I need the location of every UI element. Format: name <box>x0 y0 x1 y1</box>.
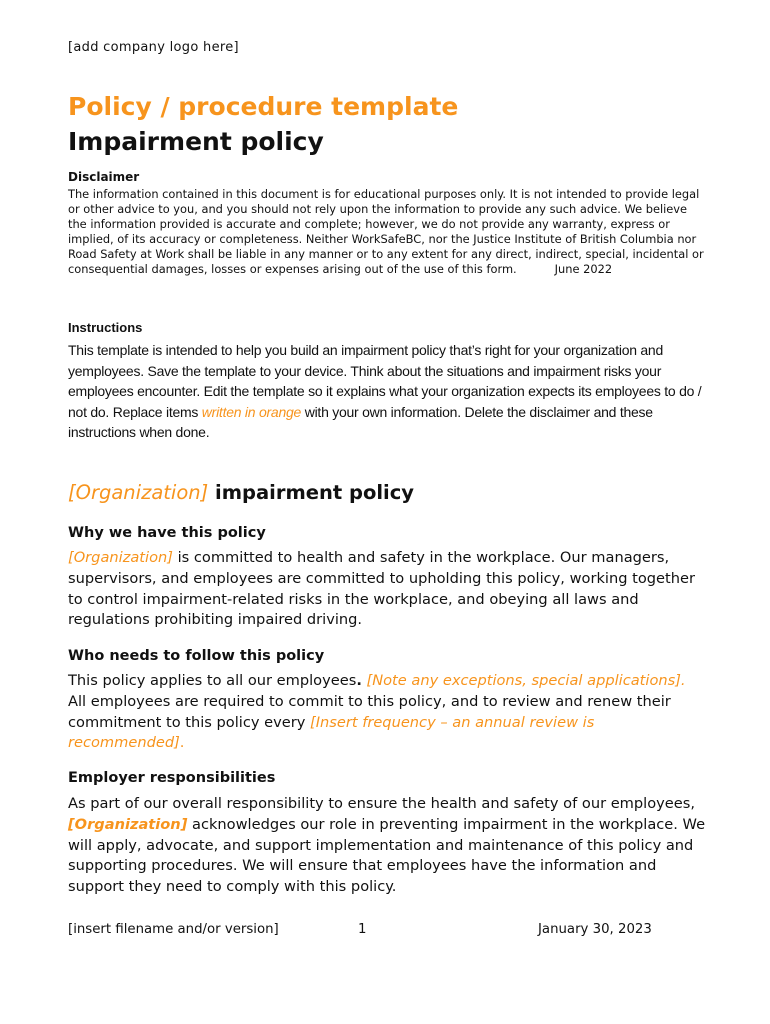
disclaimer-heading: Disclaimer <box>68 170 140 184</box>
who-note: [Note any exceptions, special applications]. <box>361 672 686 689</box>
disclaimer-date: June 2022 <box>554 262 613 276</box>
who-period: . <box>356 672 362 689</box>
instructions-part-2: with your own information. Delete the disclaimer and these instructions when done. <box>68 403 653 440</box>
who-frequency: [Insert frequency – an annual review is recommended] <box>68 713 595 752</box>
disclaimer-text <box>68 187 708 277</box>
logo-placeholder: [add company logo here] <box>68 40 239 55</box>
employer-body-1: As part of our overall responsibility to ensure the health and safety of our employees, <box>68 795 695 812</box>
policy-title <box>68 481 414 504</box>
orange-sample-text: written in orange <box>201 403 302 420</box>
employer-org: [Organization] <box>68 815 188 833</box>
footer-filename: [insert filename and/or version] <box>68 922 279 937</box>
who-body-2: All employees are required to commit to this policy, and to review and renew their commitment to this policy every <box>68 692 671 731</box>
policy-title-rest: impairment policy <box>208 481 414 504</box>
why-body: is committed to health and safety in the workplace. Our managers, supervisors, and employees are committed to upholding this policy, working together to control impairment-related risks in the workplace, and obeying all laws and regulations prohibiting impaired driving. <box>68 549 695 629</box>
who-body-1: This policy applies to all our employees <box>68 672 357 689</box>
employer-body-2: acknowledges our role in preventing impairment in the workplace. We will apply, advocate, and support implementation and maintenance of this policy and supporting procedures. We will ensure that employees have the information and support they need to comply with this policy. <box>68 815 706 896</box>
employer-text <box>68 794 708 898</box>
instructions-part-1: This template is intended to help you build an impairment policy that’s right for your organization and yemployees. Save the template to your device. Think about the situations and impairment risks your employees encounter. Edit the template so it explains what your organization expects its employees to do / not do. Replace items <box>68 342 702 420</box>
employer-heading: Employer responsibilities <box>68 770 276 786</box>
footer-date: January 30, 2023 <box>538 922 652 937</box>
why-org: [Organization] <box>68 549 173 566</box>
why-heading: Why we have this policy <box>68 525 266 541</box>
why-text <box>68 548 708 631</box>
footer-page-number: 1 <box>358 922 367 937</box>
who-text <box>68 671 708 754</box>
disclaimer-body: The information contained in this document is for educational purposes only. It is not intended to provide legal or other advice to you, and you should not rely upon the information to provide any such advice. We believe the information provided is accurate and complete; however, we do not provide any warranty, express or implied, of its accuracy or completeness. Neither WorkSafeBC, nor the Justice Institute of British Columbia nor Road Safety at Work shall be liable in any manner or to any extent for any direct, indirect, special, incidental or consequential damages, losses or expenses arising out of the use of this form. <box>68 187 704 276</box>
template-kicker: Policy / procedure template <box>68 92 459 121</box>
who-heading: Who needs to follow this policy <box>68 648 325 664</box>
policy-title-org: [Organization] <box>68 481 209 504</box>
instructions-text <box>68 340 708 443</box>
who-end: . <box>179 734 185 752</box>
instructions-heading: Instructions <box>68 320 143 335</box>
page-title: Impairment policy <box>68 127 324 156</box>
